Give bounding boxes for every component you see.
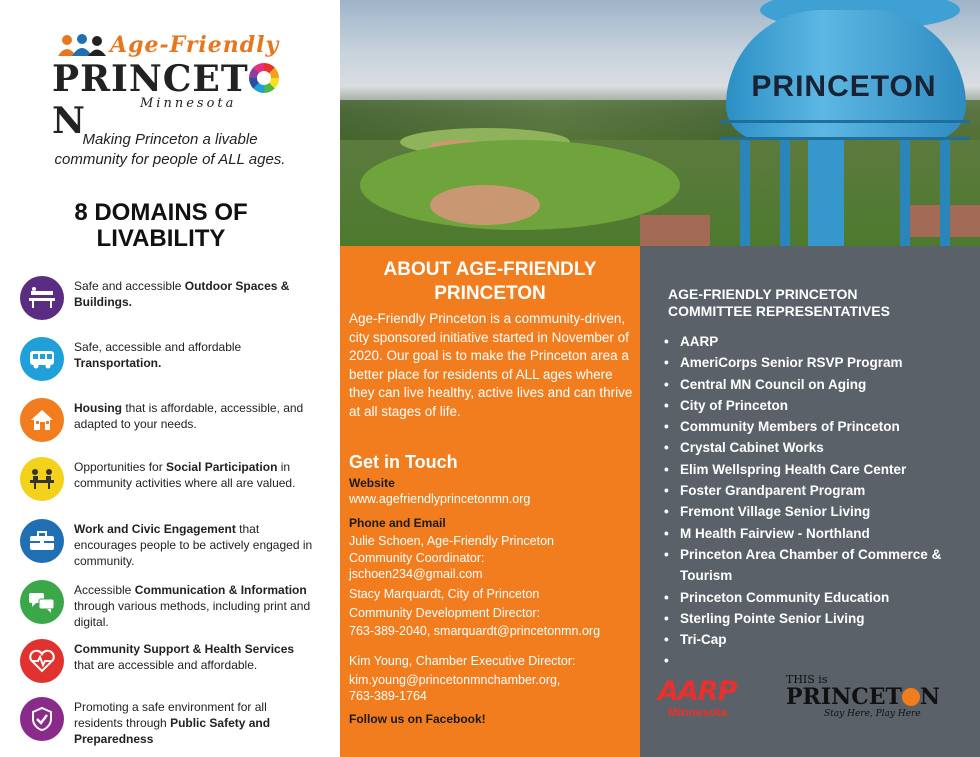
this-is-princeton-logo (786, 674, 971, 724)
committee-member: • City of Princeton (664, 395, 974, 416)
about-body: Age-Friendly Princeton is a community-driven, city sponsored initiative started in November of 2020. Our goal is to make the Princeton area a better place for residents of ALL ages where they can live healthy, active lives and can thrive at all stages of life. (349, 311, 633, 419)
committee-heading: AGE-FRIENDLY PRINCETON COMMITTEE REPRESENTATIVES (668, 286, 890, 319)
left-column (0, 0, 340, 757)
committee-member: • Crystal Cabinet Works (664, 437, 974, 458)
website-label: Website (349, 476, 395, 490)
water-tower-photo (340, 0, 980, 246)
committee-member: • Princeton Area Chamber of Commerce & Tourism (664, 544, 974, 587)
committee-member: • Fremont Village Senior Living (664, 501, 974, 522)
domain-text: Housing that is affordable, accessible, and adapted to your needs. (74, 401, 304, 431)
chat-icon (20, 580, 64, 624)
committee-member: • AARP (664, 331, 974, 352)
photo-infield (430, 185, 540, 225)
contact-line: Community Coordinator: (349, 551, 485, 565)
facebook-link[interactable]: Follow us on Facebook! (349, 712, 486, 726)
color-wheel-icon (249, 63, 279, 93)
logo-age-friendly: Age-Friendly (110, 32, 280, 58)
website-link[interactable]: www.agefriendlyprincetonmn.org (349, 492, 531, 506)
tower-leg (740, 138, 750, 246)
tower-leg (940, 138, 950, 246)
about-heading: ABOUT AGE-FRIENDLY PRINCETON (383, 259, 597, 304)
tower-railing (720, 120, 970, 140)
domain-item (20, 580, 320, 630)
domain-text: Safe and accessible Outdoor Spaces & Buildings. (74, 279, 290, 309)
committee-panel (640, 246, 980, 757)
tower-leg (780, 138, 790, 246)
domain-text: Work and Civic Engagement that encourages people to be actively engaged in community. (74, 522, 313, 568)
aarp-wordmark: AARP (658, 676, 737, 707)
bus-icon (20, 337, 64, 381)
domains-title: 8 DOMAINS OF LIVABILITY (74, 199, 248, 252)
contact-line: Kim Young, Chamber Executive Director: (349, 654, 576, 668)
about-panel (340, 246, 640, 757)
domain-item (20, 337, 320, 387)
people-table-icon (20, 457, 64, 501)
house-icon (20, 398, 64, 442)
domain-item (20, 457, 320, 507)
tower-text: PRINCETON (751, 70, 937, 103)
committee-member: • Princeton Community Education (664, 587, 974, 608)
domain-text: Safe, accessible and affordable Transportation. (74, 340, 242, 370)
logo-minnesota: Minnesota (140, 96, 237, 111)
contact-line: Julie Schoen, Age-Friendly Princeton (349, 534, 554, 548)
domain-item (20, 697, 320, 747)
domain-item (20, 519, 320, 569)
tower-pipe (808, 138, 844, 246)
this-is-text: THIS is (786, 673, 828, 686)
this-is-princeton-wordmark: PRINCET N (786, 684, 940, 710)
contact-phone: 763-389-1764 (349, 689, 427, 703)
contact-line: Stacy Marquardt, City of Princeton (349, 587, 540, 601)
logo-princeton: PRINCETN (52, 58, 290, 142)
domain-item (20, 276, 320, 326)
photo-roof (640, 215, 710, 246)
committee-member: • Central MN Council on Aging (664, 374, 974, 395)
sun-icon (902, 688, 920, 706)
committee-member: • AmeriCorps Senior RSVP Program (664, 352, 974, 373)
contact-email[interactable]: jschoen234@gmail.com (349, 567, 483, 581)
domain-text: Community Support & Health Services that are accessible and affordable. (74, 642, 295, 672)
shield-icon (20, 697, 64, 741)
committee-member: • Sterling Pointe Senior Living (664, 608, 974, 629)
get-in-touch-heading: Get in Touch (349, 452, 458, 472)
domain-text: Opportunities for Social Participation in community activities where all are valued. (74, 460, 296, 490)
age-friendly-princeton-logo (50, 28, 290, 142)
tower-leg (900, 138, 910, 246)
briefcase-icon (20, 519, 64, 563)
slogan: Stay Here, Play Here (824, 709, 921, 719)
people-icon (58, 34, 108, 56)
contact-phone-email[interactable]: 763-389-2040, smarquardt@princetonmn.org (349, 624, 601, 638)
committee-member (664, 650, 974, 671)
committee-member: • Community Members of Princeton (664, 416, 974, 437)
aarp-minnesota: Minnesota (668, 705, 728, 719)
aarp-minnesota-logo (658, 678, 773, 718)
domain-text: Promoting a safe environment for all residents through Public Safety and Preparedness (74, 700, 271, 746)
domain-item (20, 639, 320, 689)
bench-icon (20, 276, 64, 320)
contact-line: Community Development Director: (349, 606, 541, 620)
domain-item (20, 398, 320, 448)
committee-member: • Foster Grandparent Program (664, 480, 974, 501)
domain-text: Accessible Communication & Information through various methods, including print and digital. (74, 583, 311, 629)
committee-member: • Tri-Cap (664, 629, 974, 650)
phone-email-label: Phone and Email (349, 516, 446, 530)
contact-email[interactable]: kim.young@princetonmnchamber.org, (349, 673, 561, 687)
heart-pulse-icon (20, 639, 64, 683)
committee-list (664, 331, 974, 672)
tagline: Making Princeton a livable community for people of ALL ages. (54, 131, 286, 168)
committee-member: • M Health Fairview - Northland (664, 523, 974, 544)
committee-member: • Elim Wellspring Health Care Center (664, 459, 974, 480)
